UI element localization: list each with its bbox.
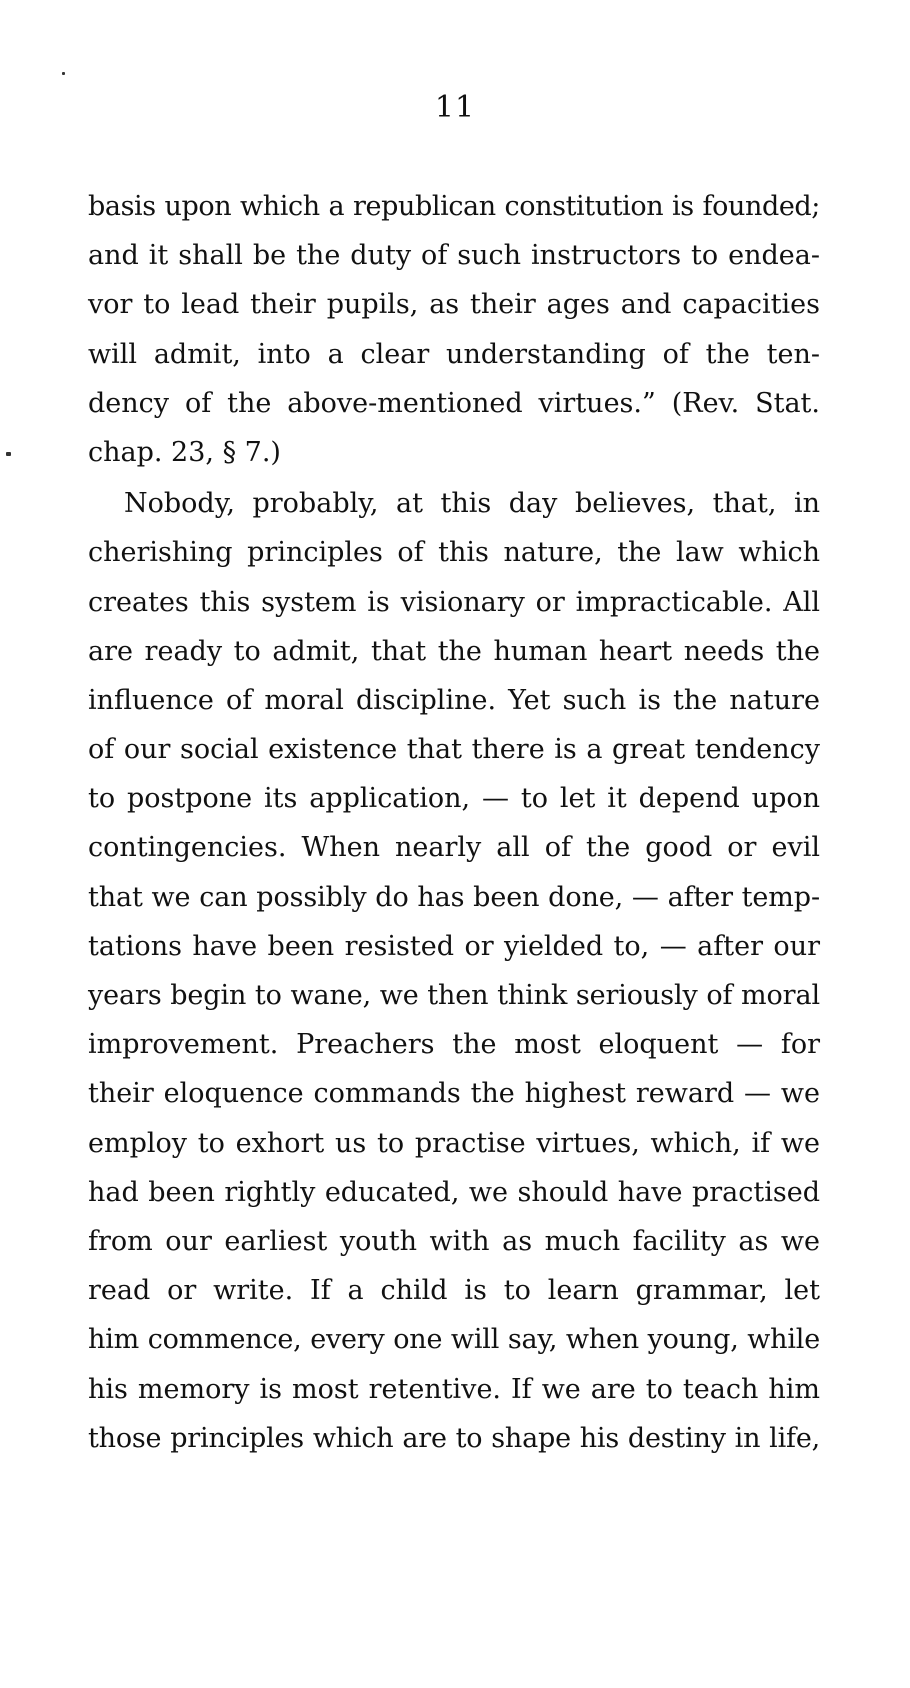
scan-speck	[6, 452, 11, 456]
text-line: tations have been resisted or yielded to, — after our	[88, 930, 820, 962]
text-line: are ready to admit, that the human heart needs the	[88, 635, 820, 667]
text-line: his memory is most retentive. If we are to teach him	[88, 1373, 820, 1405]
text-line: him commence, every one will say, when young, while	[88, 1324, 820, 1356]
scan-speck	[62, 72, 65, 75]
text-line: creates this system is visionary or impracticable. All	[88, 586, 820, 618]
text-line: had been rightly educated, we should have practised	[88, 1176, 820, 1208]
text-line: cherishing principles of this nature, the law which	[88, 537, 820, 569]
body-text	[88, 182, 820, 1463]
paragraph	[88, 182, 820, 477]
text-line: read or write. If a child is to learn grammar, let	[88, 1275, 820, 1307]
text-line: of our social existence that there is a great tendency	[88, 734, 820, 766]
text-line: their eloquence commands the highest reward — we	[88, 1078, 820, 1110]
text-line: dency of the above-mentioned virtues.” (Rev. Stat.	[88, 387, 820, 419]
text-line: employ to exhort us to practise virtues, which, if we	[88, 1127, 820, 1159]
text-line: improvement. Preachers the most eloquent — for	[88, 1029, 820, 1061]
text-line: basis upon which a republican constitution is founded;	[88, 191, 820, 222]
text-line: Nobody, probably, at this day believes, that, in	[124, 488, 820, 520]
text-line: contingencies. When nearly all of the good or evil	[88, 832, 820, 864]
text-line: influence of moral discipline. Yet such is the nature	[88, 684, 820, 716]
text-line: that we can possibly do has been done, — after temp-	[88, 881, 820, 913]
text-line: vor to lead their pupils, as their ages and capacities	[88, 289, 820, 321]
text-line: from our earliest youth with as much facility as we	[88, 1225, 820, 1257]
page-number: 11	[434, 90, 476, 125]
text-line: will admit, into a clear understanding of the ten-	[88, 338, 820, 370]
text-line: those principles which are to shape his destiny in life,	[88, 1422, 820, 1454]
paragraph	[88, 479, 820, 1463]
text-line: to postpone its application, — to let it depend upon	[88, 783, 820, 815]
text-line: years begin to wane, we then think seriously of moral	[88, 980, 820, 1011]
text-line: chap. 23, § 7.)	[88, 436, 281, 468]
text-line: and it shall be the duty of such instructors to endea-	[88, 240, 820, 272]
